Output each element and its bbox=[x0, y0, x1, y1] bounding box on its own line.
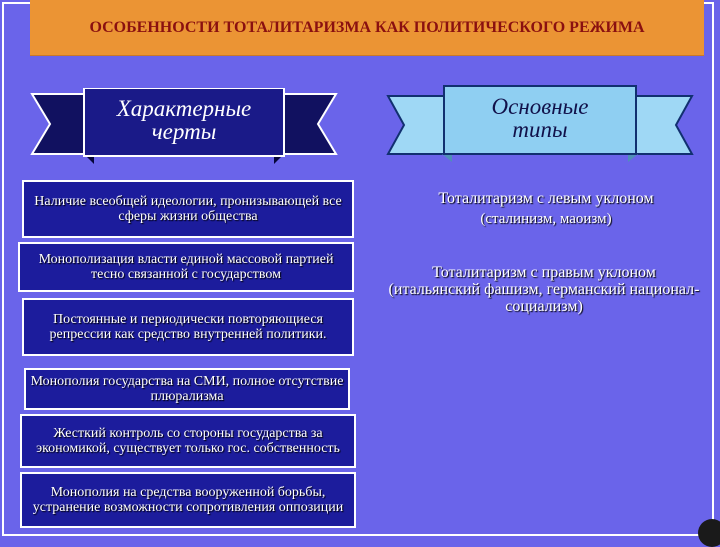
types-banner-line1: Основные bbox=[491, 94, 589, 119]
features-banner-line2: черты bbox=[151, 119, 217, 144]
feature-text: Наличие всеобщей идеологии, пронизывающей все сферы жизни общества bbox=[34, 194, 342, 224]
feature-box bbox=[20, 472, 356, 528]
type-left-title: Тоталитаризм с левым уклоном bbox=[438, 190, 654, 207]
features-banner-line1: Характерные bbox=[116, 96, 252, 121]
slide-title: ОСОБЕННОСТИ ТОТАЛИТАРИЗМА КАК ПОЛИТИЧЕСКОГО РЕЖИМА bbox=[89, 18, 645, 36]
feature-text: Жесткий контроль со стороны государства за экономикой, существует только гос. собственность bbox=[36, 426, 340, 456]
type-right bbox=[386, 264, 702, 315]
corner-circle-icon bbox=[698, 519, 720, 547]
title-box bbox=[30, 0, 704, 56]
features-banner bbox=[24, 88, 344, 168]
feature-text: Монополизация власти единой массовой партией тесно связанной с государством bbox=[38, 252, 334, 282]
type-left bbox=[392, 190, 700, 227]
types-banner-line2: типы bbox=[512, 117, 568, 142]
feature-box bbox=[22, 180, 354, 238]
feature-text: Постоянные и периодически повторяющиеся репрессии как средство внутренней политики. bbox=[49, 312, 327, 342]
feature-box bbox=[18, 242, 354, 292]
types-banner bbox=[382, 84, 698, 164]
type-left-detail: (сталинизм, маоизм) bbox=[480, 211, 612, 227]
feature-box bbox=[20, 414, 356, 468]
type-right-detail: (итальянский фашизм, германский национал-социализм) bbox=[388, 281, 700, 315]
feature-box bbox=[22, 298, 354, 356]
type-right-title: Тоталитаризм с правым уклоном bbox=[432, 264, 656, 281]
feature-box bbox=[24, 368, 350, 410]
feature-text: Монополия государства на СМИ, полное отсутствие плюрализма bbox=[30, 374, 344, 404]
feature-text: Монополия на средства вооруженной борьбы, устранение возможности сопротивления оппозиции bbox=[32, 485, 344, 515]
